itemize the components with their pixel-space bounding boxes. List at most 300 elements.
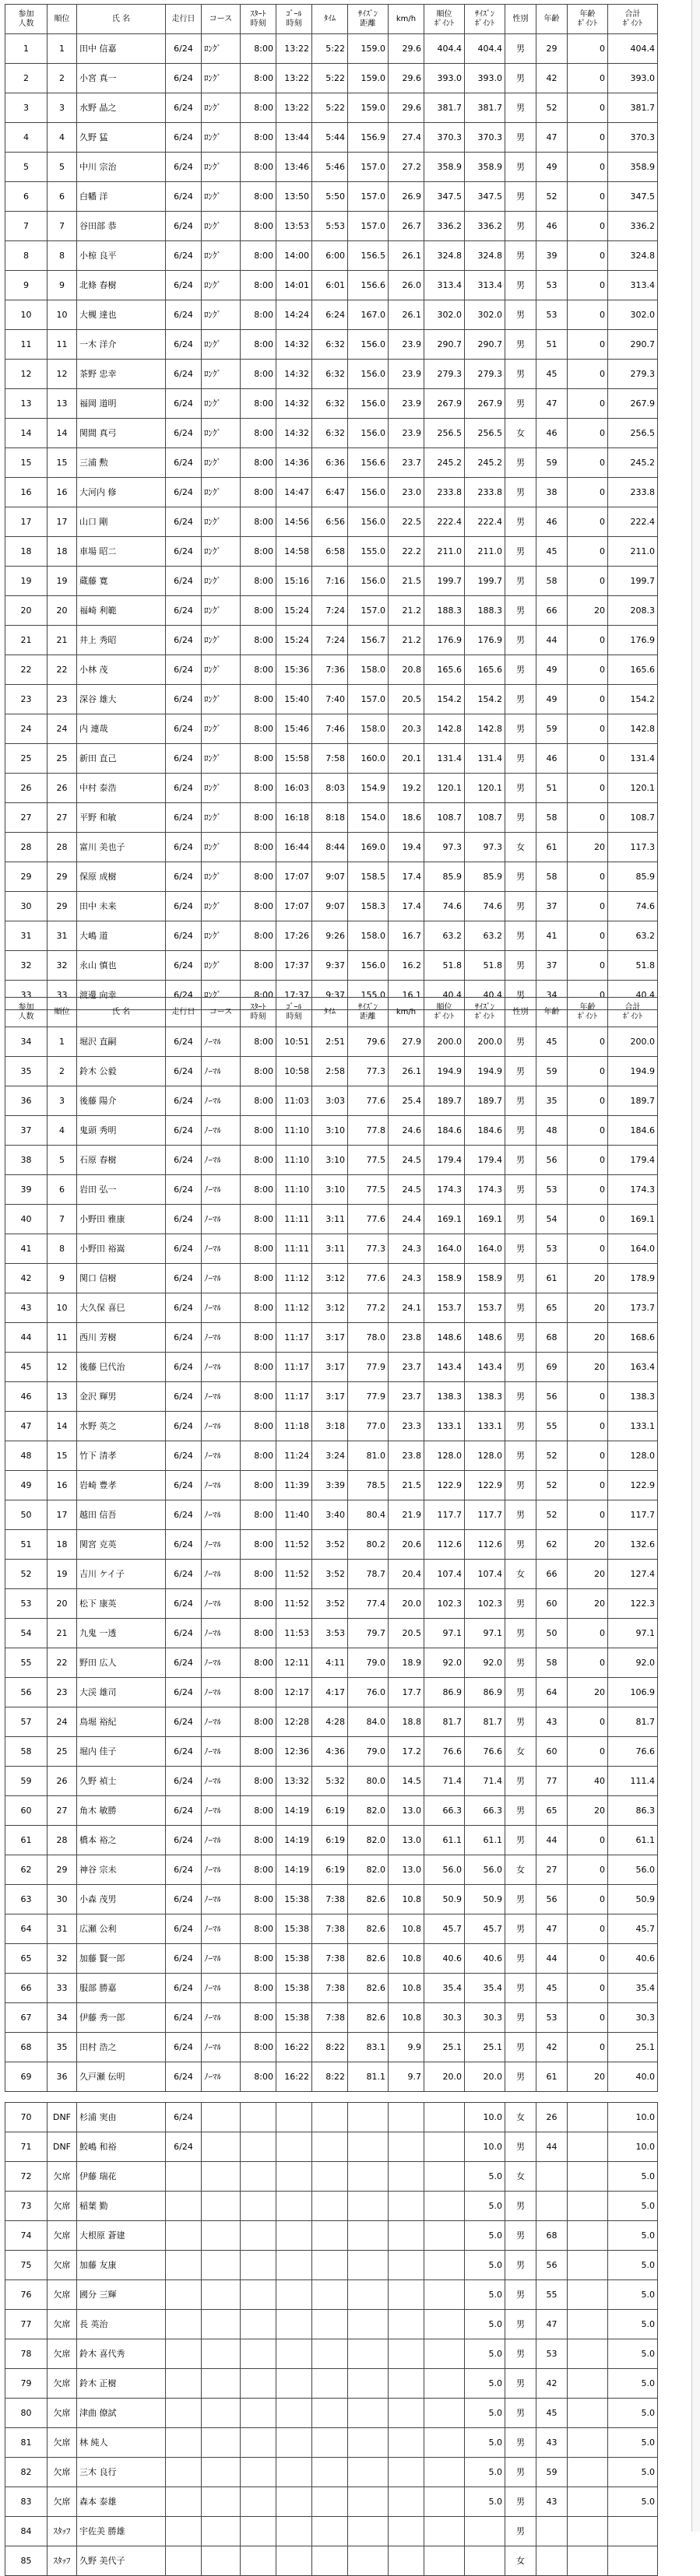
cell-rank: DNF xyxy=(47,2132,77,2162)
cell-course: ﾛﾝｸﾞ xyxy=(202,892,241,921)
cell-gender: 男 xyxy=(505,655,536,685)
cell-rank-points: 76.6 xyxy=(424,1737,465,1767)
cell-entry-no: 51 xyxy=(5,1530,47,1560)
cell-rank: 19 xyxy=(47,1560,77,1589)
cell-age-points xyxy=(568,2132,608,2162)
cell-entry-no: 13 xyxy=(5,389,47,419)
cell-course: ﾛﾝｸﾞ xyxy=(202,921,241,951)
cell-age: 52 xyxy=(536,1441,568,1471)
cell-goal-time: 11:11 xyxy=(276,1205,312,1234)
cell-age: 59 xyxy=(536,1057,568,1086)
cell-time: 7:38 xyxy=(312,1914,348,1944)
cell-start-time: 8:00 xyxy=(241,330,276,360)
cell-cycling-points: 86.9 xyxy=(465,1678,505,1707)
cell-course xyxy=(202,2399,241,2428)
cell-name: 深谷 雄大 xyxy=(77,685,166,714)
cell-total-points: 122.9 xyxy=(608,1471,658,1500)
cell-entry-no: 63 xyxy=(5,1885,47,1914)
cell-rank-points: 97.3 xyxy=(424,833,465,862)
cell-cycling-points: 10.0 xyxy=(465,2103,505,2132)
cell-rank-points: 279.3 xyxy=(424,360,465,389)
cell-rank: 11 xyxy=(47,1323,77,1353)
cell-date: 6/24 xyxy=(166,389,202,419)
cell-name: 関宮 克英 xyxy=(77,1530,166,1560)
cell-total-points: 194.9 xyxy=(608,1057,658,1086)
cell-speed: 16.1 xyxy=(389,981,424,1010)
cell-cycling-points xyxy=(465,2546,505,2576)
cell-date xyxy=(166,2310,202,2339)
cell-cycling-points: 194.9 xyxy=(465,1057,505,1086)
cell-name: 岩田 弘一 xyxy=(77,1175,166,1205)
cell-name: 大槻 達也 xyxy=(77,300,166,330)
cell-rank-points: 174.3 xyxy=(424,1175,465,1205)
cell-name: 杉浦 実由 xyxy=(77,2103,166,2132)
col-header-goal-time: ｺﾞｰﾙ 時刻 xyxy=(276,998,312,1027)
cell-start-time: 8:00 xyxy=(241,537,276,567)
col-header-entry-no: 参加 人数 xyxy=(5,998,47,1027)
cell-distance: 159.0 xyxy=(348,64,389,93)
cell-gender: 男 xyxy=(505,744,536,774)
cell-date: 6/24 xyxy=(166,862,202,892)
cell-total-points: 179.4 xyxy=(608,1146,658,1175)
cell-course: ﾛﾝｸﾞ xyxy=(202,567,241,596)
cell-distance xyxy=(348,2458,389,2487)
cell-date: 6/24 xyxy=(166,271,202,300)
cell-time: 3:17 xyxy=(312,1323,348,1353)
cell-speed: 24.3 xyxy=(389,1234,424,1264)
table-row xyxy=(5,567,658,596)
cell-age-points xyxy=(568,2251,608,2280)
cell-goal-time: 14:47 xyxy=(276,478,312,507)
cell-time: 7:36 xyxy=(312,655,348,685)
table-row xyxy=(5,1796,658,1826)
cell-total-points: 267.9 xyxy=(608,389,658,419)
cell-date: 6/24 xyxy=(166,1027,202,1057)
col-header-total-points: 合計 ﾎﾟｲﾝﾄ xyxy=(608,998,658,1027)
cell-total-points: 63.2 xyxy=(608,921,658,951)
cell-entry-no: 2 xyxy=(5,64,47,93)
cell-speed: 13.0 xyxy=(389,1796,424,1826)
cell-age-points: 0 xyxy=(568,744,608,774)
cell-age: 53 xyxy=(536,2339,568,2369)
cell-start-time: 8:00 xyxy=(241,655,276,685)
cell-course: ﾛﾝｸﾞ xyxy=(202,833,241,862)
cell-course: ﾉｰﾏﾙ xyxy=(202,1146,241,1175)
cell-age-points: 0 xyxy=(568,1412,608,1441)
cell-date: 6/24 xyxy=(166,1530,202,1560)
cell-rank-points: 381.7 xyxy=(424,93,465,123)
cell-rank: 10 xyxy=(47,1293,77,1323)
cell-rank: 21 xyxy=(47,1619,77,1648)
table-row xyxy=(5,803,658,833)
cell-date: 6/24 xyxy=(166,300,202,330)
cell-age-points: 0 xyxy=(568,1826,608,1855)
cell-distance: 156.7 xyxy=(348,626,389,655)
cell-entry-no: 36 xyxy=(5,1086,47,1116)
cell-start-time: 8:00 xyxy=(241,1914,276,1944)
cell-speed xyxy=(389,2339,424,2369)
col-header-age-points: 年齢 ﾎﾟｲﾝﾄ xyxy=(568,5,608,34)
cell-age: 61 xyxy=(536,833,568,862)
cell-rank: 欠席 xyxy=(47,2487,77,2517)
cell-name: 蔵藤 寛 xyxy=(77,567,166,596)
cell-goal-time: 13:44 xyxy=(276,123,312,153)
cell-age: 45 xyxy=(536,1974,568,2003)
cell-name: 小林 茂 xyxy=(77,655,166,685)
col-header-age: 年齢 xyxy=(536,998,568,1027)
cell-distance xyxy=(348,2310,389,2339)
cell-course: ﾉｰﾏﾙ xyxy=(202,1560,241,1589)
table-row xyxy=(5,1707,658,1737)
cell-rank-points: 176.9 xyxy=(424,626,465,655)
table-row xyxy=(5,1648,658,1678)
cell-age-points: 0 xyxy=(568,1057,608,1086)
cell-entry-no: 75 xyxy=(5,2251,47,2280)
cell-rank-points: 233.8 xyxy=(424,478,465,507)
cell-rank: 24 xyxy=(47,1707,77,1737)
cell-date: 6/24 xyxy=(166,507,202,537)
cell-gender: 男 xyxy=(505,2458,536,2487)
cell-gender: 男 xyxy=(505,1116,536,1146)
cell-time: 5:44 xyxy=(312,123,348,153)
cell-age-points: 20 xyxy=(568,1264,608,1293)
cell-time xyxy=(312,2162,348,2192)
cell-course: ﾉｰﾏﾙ xyxy=(202,1353,241,1382)
cell-goal-time xyxy=(276,2339,312,2369)
cell-cycling-points: 5.0 xyxy=(465,2310,505,2339)
cell-speed: 22.5 xyxy=(389,507,424,537)
cell-start-time: 8:00 xyxy=(241,389,276,419)
cell-cycling-points: 117.7 xyxy=(465,1500,505,1530)
cell-gender: 男 xyxy=(505,803,536,833)
cell-age-points: 20 xyxy=(568,1678,608,1707)
cell-cycling-points: 20.0 xyxy=(465,2062,505,2092)
cell-total-points: 106.9 xyxy=(608,1678,658,1707)
cell-cycling-points: 211.0 xyxy=(465,537,505,567)
cell-date xyxy=(166,2339,202,2369)
cell-goal-time: 15:40 xyxy=(276,685,312,714)
cell-entry-no: 30 xyxy=(5,892,47,921)
cell-entry-no: 11 xyxy=(5,330,47,360)
cell-course: ﾛﾝｸﾞ xyxy=(202,744,241,774)
cell-speed: 25.4 xyxy=(389,1086,424,1116)
cell-time: 6:19 xyxy=(312,1826,348,1855)
cell-gender: 男 xyxy=(505,1767,536,1796)
cell-total-points: 5.0 xyxy=(608,2399,658,2428)
cell-rank-points: 222.4 xyxy=(424,507,465,537)
cell-date: 6/24 xyxy=(166,833,202,862)
cell-gender: 男 xyxy=(505,271,536,300)
cell-date: 6/24 xyxy=(166,1500,202,1530)
cell-cycling-points: 85.9 xyxy=(465,862,505,892)
cell-time: 7:24 xyxy=(312,626,348,655)
cell-name: 神谷 宗未 xyxy=(77,1855,166,1885)
cell-speed: 26.1 xyxy=(389,300,424,330)
cell-total-points: 370.3 xyxy=(608,123,658,153)
cell-age-points: 20 xyxy=(568,1293,608,1323)
table-row xyxy=(5,1678,658,1707)
cell-gender: 男 xyxy=(505,537,536,567)
cell-goal-time: 17:26 xyxy=(276,921,312,951)
cell-age: 58 xyxy=(536,862,568,892)
cell-age-points: 0 xyxy=(568,1974,608,2003)
cell-goal-time: 15:58 xyxy=(276,744,312,774)
cell-time xyxy=(312,2399,348,2428)
cell-rank-points: 370.3 xyxy=(424,123,465,153)
cell-speed xyxy=(389,2103,424,2132)
cell-age: 52 xyxy=(536,182,568,212)
cell-age: 37 xyxy=(536,951,568,981)
cell-total-points: 174.3 xyxy=(608,1175,658,1205)
table-row xyxy=(5,2062,658,2092)
cell-course xyxy=(202,2369,241,2399)
cell-gender: 男 xyxy=(505,596,536,626)
cell-time xyxy=(312,2192,348,2221)
cell-speed: 26.1 xyxy=(389,241,424,271)
table-row xyxy=(5,626,658,655)
cell-goal-time: 14:00 xyxy=(276,241,312,271)
cell-goal-time: 11:17 xyxy=(276,1382,312,1412)
cell-cycling-points: 179.4 xyxy=(465,1146,505,1175)
cell-name: 久野 猛 xyxy=(77,123,166,153)
cell-name: 國分 三輝 xyxy=(77,2280,166,2310)
cell-gender: 男 xyxy=(505,330,536,360)
cell-time: 8:22 xyxy=(312,2062,348,2092)
cell-date: 6/24 xyxy=(166,537,202,567)
cell-time: 7:38 xyxy=(312,1974,348,2003)
cell-speed: 10.8 xyxy=(389,2003,424,2033)
cell-start-time: 8:00 xyxy=(241,803,276,833)
cell-date: 6/24 xyxy=(166,1707,202,1737)
cell-age-points: 0 xyxy=(568,1382,608,1412)
cell-goal-time: 14:32 xyxy=(276,419,312,448)
cell-entry-no: 40 xyxy=(5,1205,47,1234)
cell-rank: 欠席 xyxy=(47,2458,77,2487)
cell-rank: DNF xyxy=(47,2103,77,2132)
cell-speed: 27.2 xyxy=(389,153,424,182)
cell-time: 5:32 xyxy=(312,1767,348,1796)
cell-date: 6/24 xyxy=(166,1589,202,1619)
cell-start-time: 8:00 xyxy=(241,1264,276,1293)
cell-start-time: 8:00 xyxy=(241,892,276,921)
cell-cycling-points: 108.7 xyxy=(465,803,505,833)
cell-age: 43 xyxy=(536,2487,568,2517)
cell-cycling-points: 324.8 xyxy=(465,241,505,271)
cell-gender: 男 xyxy=(505,448,536,478)
cell-age: 27 xyxy=(536,1855,568,1885)
cell-date xyxy=(166,2369,202,2399)
cell-distance: 158.3 xyxy=(348,892,389,921)
cell-start-time: 8:00 xyxy=(241,419,276,448)
cell-date: 6/24 xyxy=(166,1412,202,1441)
table-row xyxy=(5,507,658,537)
cell-time: 5:53 xyxy=(312,212,348,241)
cell-total-points: 199.7 xyxy=(608,567,658,596)
cell-gender: 男 xyxy=(505,64,536,93)
cell-age-points xyxy=(568,2428,608,2458)
cell-speed: 9.7 xyxy=(389,2062,424,2092)
cell-gender: 男 xyxy=(505,685,536,714)
cell-time: 3:10 xyxy=(312,1116,348,1146)
cell-rank: 29 xyxy=(47,1855,77,1885)
table-row xyxy=(5,64,658,93)
cell-age-points: 0 xyxy=(568,241,608,271)
cell-goal-time xyxy=(276,2428,312,2458)
cell-time: 3:17 xyxy=(312,1353,348,1382)
cell-name: 鈴木 公毅 xyxy=(77,1057,166,1086)
cell-name: 福崎 利範 xyxy=(77,596,166,626)
cell-cycling-points: 92.0 xyxy=(465,1648,505,1678)
cell-distance xyxy=(348,2280,389,2310)
cell-cycling-points: 5.0 xyxy=(465,2369,505,2399)
cell-goal-time: 17:37 xyxy=(276,981,312,1010)
cell-speed xyxy=(389,2458,424,2487)
cell-total-points: 313.4 xyxy=(608,271,658,300)
cell-rank-points: 30.3 xyxy=(424,2003,465,2033)
cell-total-points: 132.6 xyxy=(608,1530,658,1560)
cell-speed: 10.8 xyxy=(389,1914,424,1944)
cell-speed xyxy=(389,2369,424,2399)
cell-date xyxy=(166,2487,202,2517)
cell-start-time: 8:00 xyxy=(241,1027,276,1057)
cell-rank-points: 189.7 xyxy=(424,1086,465,1116)
cell-start-time: 8:00 xyxy=(241,862,276,892)
table-row xyxy=(5,1826,658,1855)
cell-age: 65 xyxy=(536,1796,568,1826)
cell-rank: 欠席 xyxy=(47,2369,77,2399)
cell-date xyxy=(166,2162,202,2192)
cell-goal-time: 16:44 xyxy=(276,833,312,862)
cell-rank-points: 40.4 xyxy=(424,981,465,1010)
cell-rank-points: 393.0 xyxy=(424,64,465,93)
cell-rank: 16 xyxy=(47,478,77,507)
cell-start-time: 8:00 xyxy=(241,1826,276,1855)
cell-speed: 18.9 xyxy=(389,1648,424,1678)
cell-course xyxy=(202,2487,241,2517)
table-row xyxy=(5,271,658,300)
cell-date: 6/24 xyxy=(166,1974,202,2003)
cell-course: ﾛﾝｸﾞ xyxy=(202,714,241,744)
cell-distance: 77.5 xyxy=(348,1146,389,1175)
cell-date: 6/24 xyxy=(166,1767,202,1796)
cell-name: 谷田部 恭 xyxy=(77,212,166,241)
cell-gender: 男 xyxy=(505,2487,536,2517)
cell-age: 38 xyxy=(536,478,568,507)
cell-total-points: 85.9 xyxy=(608,862,658,892)
cell-distance: 156.9 xyxy=(348,123,389,153)
cell-total-points: 5.0 xyxy=(608,2339,658,2369)
cell-rank-points: 267.9 xyxy=(424,389,465,419)
cell-name: 小森 茂男 xyxy=(77,1885,166,1914)
table-row xyxy=(5,1027,658,1057)
cell-course: ﾉｰﾏﾙ xyxy=(202,1885,241,1914)
cell-rank-points: 66.3 xyxy=(424,1796,465,1826)
cell-age: 61 xyxy=(536,2062,568,2092)
cell-age: 66 xyxy=(536,596,568,626)
cell-rank: 5 xyxy=(47,1146,77,1175)
cell-rank: 2 xyxy=(47,1057,77,1086)
cell-rank-points: 347.5 xyxy=(424,182,465,212)
cell-cycling-points: 5.0 xyxy=(465,2221,505,2251)
col-header-date: 走行日 xyxy=(166,998,202,1027)
cell-goal-time: 13:22 xyxy=(276,93,312,123)
cell-goal-time: 15:24 xyxy=(276,596,312,626)
cell-distance: 80.2 xyxy=(348,1530,389,1560)
cell-date: 6/24 xyxy=(166,921,202,951)
table-row xyxy=(5,2487,658,2517)
cell-cycling-points: 63.2 xyxy=(465,921,505,951)
cell-total-points: 138.3 xyxy=(608,1382,658,1412)
cell-time: 3:52 xyxy=(312,1560,348,1589)
cell-total-points: 324.8 xyxy=(608,241,658,271)
cell-time xyxy=(312,2487,348,2517)
cell-rank: 27 xyxy=(47,1796,77,1826)
cell-date: 6/24 xyxy=(166,123,202,153)
cell-age xyxy=(536,2192,568,2221)
cell-course: ﾉｰﾏﾙ xyxy=(202,1914,241,1944)
cell-name: 吉川 ケイ子 xyxy=(77,1560,166,1589)
cell-start-time: 8:00 xyxy=(241,64,276,93)
cell-age xyxy=(536,2546,568,2576)
cell-start-time: 8:00 xyxy=(241,1530,276,1560)
col-header-gender: 性別 xyxy=(505,998,536,1027)
cell-gender: 男 xyxy=(505,1471,536,1500)
cell-name: 小椋 良平 xyxy=(77,241,166,271)
table-row xyxy=(5,1560,658,1589)
cell-start-time: 8:00 xyxy=(241,2003,276,2033)
cell-course: ﾉｰﾏﾙ xyxy=(202,1944,241,1974)
cell-age-points: 0 xyxy=(568,1205,608,1234)
cell-start-time xyxy=(241,2103,276,2132)
cell-gender: 男 xyxy=(505,2517,536,2546)
cell-goal-time: 11:10 xyxy=(276,1116,312,1146)
cell-time: 7:38 xyxy=(312,1885,348,1914)
cell-date: 6/24 xyxy=(166,2033,202,2062)
cell-gender: 女 xyxy=(505,833,536,862)
cell-start-time: 8:00 xyxy=(241,300,276,330)
cell-start-time: 8:00 xyxy=(241,1885,276,1914)
cell-cycling-points: 222.4 xyxy=(465,507,505,537)
cell-distance: 82.6 xyxy=(348,1914,389,1944)
table-row xyxy=(5,2339,658,2369)
cell-total-points: 92.0 xyxy=(608,1648,658,1678)
cell-goal-time: 15:24 xyxy=(276,626,312,655)
cell-course: ﾉｰﾏﾙ xyxy=(202,1412,241,1441)
cell-cycling-points: 336.2 xyxy=(465,212,505,241)
cell-speed: 16.2 xyxy=(389,951,424,981)
cell-cycling-points: 5.0 xyxy=(465,2162,505,2192)
cell-rank: 25 xyxy=(47,1737,77,1767)
cell-age: 35 xyxy=(536,1086,568,1116)
cell-course xyxy=(202,2458,241,2487)
cell-name: 鮫嶋 和裕 xyxy=(77,2132,166,2162)
table-row xyxy=(5,1264,658,1293)
cell-time: 9:07 xyxy=(312,892,348,921)
cell-time: 7:46 xyxy=(312,714,348,744)
col-header-goal-time: ｺﾞｰﾙ 時刻 xyxy=(276,5,312,34)
cell-gender: 男 xyxy=(505,2192,536,2221)
cell-rank: 17 xyxy=(47,507,77,537)
cell-age-points: 0 xyxy=(568,685,608,714)
cell-total-points: 122.3 xyxy=(608,1589,658,1619)
cell-age: 51 xyxy=(536,330,568,360)
cell-speed: 24.3 xyxy=(389,1264,424,1293)
cell-date: 6/24 xyxy=(166,1264,202,1293)
cell-age: 51 xyxy=(536,774,568,803)
cell-rank: 欠席 xyxy=(47,2192,77,2221)
cell-time xyxy=(312,2251,348,2280)
cell-rank: 1 xyxy=(47,1027,77,1057)
